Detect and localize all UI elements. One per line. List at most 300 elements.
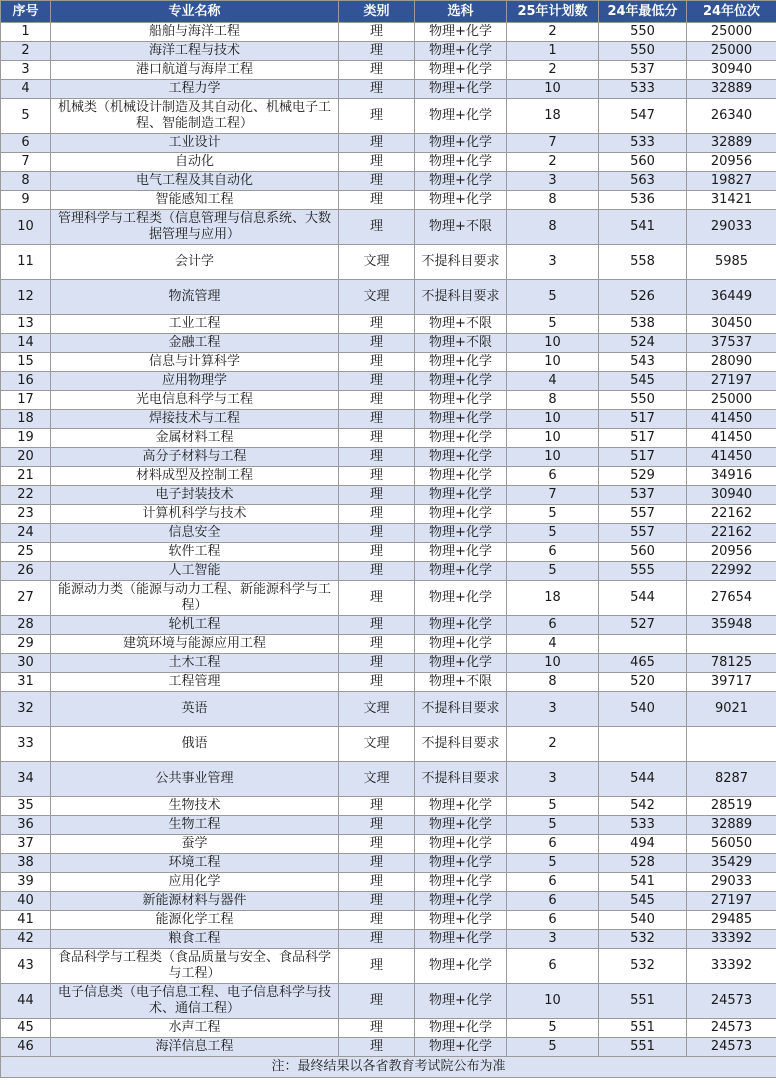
table-row	[1, 42, 776, 61]
cell-plan: 6	[507, 467, 599, 486]
cell-major-name: 建筑环境与能源应用工程	[51, 635, 339, 654]
cell-major-name: 管理科学与工程类（信息管理与信息系统、大数据管理与应用）	[51, 210, 339, 245]
cell-no: 4	[1, 80, 51, 99]
cell-rank: 30450	[687, 315, 776, 334]
cell-plan: 10	[507, 984, 599, 1019]
cell-major-name: 光电信息科学与工程	[51, 391, 339, 410]
cell-rank: 30940	[687, 61, 776, 80]
cell-rank: 34916	[687, 467, 776, 486]
table-row	[1, 911, 776, 930]
cell-no: 32	[1, 692, 51, 727]
cell-subjects: 物理+不限	[415, 315, 507, 334]
cell-major-name: 软件工程	[51, 543, 339, 562]
cell-no: 36	[1, 816, 51, 835]
cell-rank: 24573	[687, 984, 776, 1019]
cell-min-score: 551	[599, 984, 687, 1019]
cell-min-score: 517	[599, 410, 687, 429]
cell-subjects: 物理+化学	[415, 797, 507, 816]
cell-no: 20	[1, 448, 51, 467]
cell-subjects: 物理+化学	[415, 42, 507, 61]
cell-no: 35	[1, 797, 51, 816]
cell-no: 38	[1, 854, 51, 873]
cell-subjects: 不提科目要求	[415, 727, 507, 762]
cell-subjects: 物理+化学	[415, 391, 507, 410]
cell-category: 理	[339, 1019, 415, 1038]
table-row	[1, 762, 776, 797]
cell-rank: 32889	[687, 80, 776, 99]
cell-plan: 8	[507, 210, 599, 245]
cell-min-score	[599, 635, 687, 654]
cell-min-score: 557	[599, 505, 687, 524]
cell-major-name: 工业工程	[51, 315, 339, 334]
cell-major-name: 生物工程	[51, 816, 339, 835]
cell-no: 9	[1, 191, 51, 210]
table-row	[1, 210, 776, 245]
cell-plan: 10	[507, 80, 599, 99]
cell-major-name: 粮食工程	[51, 930, 339, 949]
cell-major-name: 船舶与海洋工程	[51, 23, 339, 42]
cell-category: 理	[339, 315, 415, 334]
cell-category: 理	[339, 80, 415, 99]
cell-rank: 27197	[687, 372, 776, 391]
cell-no: 29	[1, 635, 51, 654]
cell-category: 理	[339, 391, 415, 410]
cell-major-name: 俄语	[51, 727, 339, 762]
cell-subjects: 不提科目要求	[415, 762, 507, 797]
cell-category: 理	[339, 673, 415, 692]
cell-subjects: 物理+化学	[415, 153, 507, 172]
cell-rank: 41450	[687, 429, 776, 448]
table-body	[1, 23, 776, 1057]
cell-major-name: 机械类（机械设计制造及其自动化、机械电子工程、智能制造工程）	[51, 99, 339, 134]
cell-subjects: 物理+不限	[415, 673, 507, 692]
header-rank-2024: 24年位次	[687, 1, 776, 23]
cell-major-name: 海洋信息工程	[51, 1038, 339, 1057]
table-row	[1, 391, 776, 410]
cell-rank	[687, 635, 776, 654]
cell-category: 理	[339, 581, 415, 616]
cell-category: 理	[339, 99, 415, 134]
table-row	[1, 635, 776, 654]
cell-plan: 10	[507, 429, 599, 448]
cell-plan: 2	[507, 727, 599, 762]
cell-major-name: 能源化学工程	[51, 911, 339, 930]
cell-category: 理	[339, 524, 415, 543]
cell-category: 理	[339, 372, 415, 391]
cell-plan: 3	[507, 692, 599, 727]
table-row	[1, 429, 776, 448]
cell-min-score: 543	[599, 353, 687, 372]
cell-min-score: 557	[599, 524, 687, 543]
cell-category: 理	[339, 892, 415, 911]
cell-no: 27	[1, 581, 51, 616]
cell-rank: 8287	[687, 762, 776, 797]
cell-plan: 3	[507, 930, 599, 949]
cell-min-score: 547	[599, 99, 687, 134]
cell-min-score: 524	[599, 334, 687, 353]
cell-no: 46	[1, 1038, 51, 1057]
cell-plan: 7	[507, 134, 599, 153]
table-row	[1, 1019, 776, 1038]
table-row	[1, 984, 776, 1019]
cell-major-name: 能源动力类（能源与动力工程、新能源科学与工程）	[51, 581, 339, 616]
cell-category: 文理	[339, 692, 415, 727]
cell-rank: 20956	[687, 153, 776, 172]
cell-min-score: 560	[599, 153, 687, 172]
cell-subjects: 物理+化学	[415, 654, 507, 673]
cell-major-name: 人工智能	[51, 562, 339, 581]
table-row	[1, 191, 776, 210]
cell-min-score: 517	[599, 429, 687, 448]
table-row	[1, 1038, 776, 1057]
cell-min-score: 563	[599, 172, 687, 191]
cell-min-score: 538	[599, 315, 687, 334]
cell-no: 8	[1, 172, 51, 191]
cell-rank: 25000	[687, 23, 776, 42]
cell-major-name: 土木工程	[51, 654, 339, 673]
cell-plan: 5	[507, 562, 599, 581]
cell-plan: 10	[507, 410, 599, 429]
cell-plan: 5	[507, 315, 599, 334]
cell-subjects: 物理+化学	[415, 505, 507, 524]
table-row	[1, 61, 776, 80]
footer-note: 注：最终结果以各省教育考试院公布为准	[1, 1057, 776, 1078]
cell-plan: 4	[507, 635, 599, 654]
cell-plan: 6	[507, 835, 599, 854]
cell-plan: 8	[507, 673, 599, 692]
cell-rank: 20956	[687, 543, 776, 562]
cell-subjects: 物理+化学	[415, 429, 507, 448]
cell-subjects: 物理+化学	[415, 635, 507, 654]
cell-subjects: 物理+化学	[415, 61, 507, 80]
cell-category: 理	[339, 448, 415, 467]
table-row	[1, 892, 776, 911]
cell-rank: 22992	[687, 562, 776, 581]
cell-major-name: 应用化学	[51, 873, 339, 892]
cell-major-name: 物流管理	[51, 280, 339, 315]
cell-no: 31	[1, 673, 51, 692]
cell-plan: 2	[507, 61, 599, 80]
table-row	[1, 448, 776, 467]
table-row	[1, 673, 776, 692]
cell-no: 12	[1, 280, 51, 315]
cell-plan: 6	[507, 616, 599, 635]
cell-rank: 41450	[687, 448, 776, 467]
table-row	[1, 153, 776, 172]
table-row	[1, 467, 776, 486]
table-row	[1, 245, 776, 280]
cell-min-score: 551	[599, 1019, 687, 1038]
cell-rank: 26340	[687, 99, 776, 134]
cell-plan: 18	[507, 581, 599, 616]
table-row	[1, 334, 776, 353]
cell-category: 理	[339, 635, 415, 654]
cell-min-score: 526	[599, 280, 687, 315]
cell-min-score: 550	[599, 23, 687, 42]
cell-category: 理	[339, 23, 415, 42]
cell-major-name: 电子信息类（电子信息工程、电子信息科学与技术、通信工程）	[51, 984, 339, 1019]
cell-category: 理	[339, 486, 415, 505]
cell-subjects: 不提科目要求	[415, 692, 507, 727]
cell-category: 文理	[339, 762, 415, 797]
cell-subjects: 物理+化学	[415, 854, 507, 873]
cell-rank: 28090	[687, 353, 776, 372]
table-footer	[1, 1057, 776, 1078]
cell-subjects: 物理+化学	[415, 172, 507, 191]
cell-min-score: 558	[599, 245, 687, 280]
header-subjects: 选科	[415, 1, 507, 23]
cell-no: 11	[1, 245, 51, 280]
table-row	[1, 562, 776, 581]
cell-category: 理	[339, 835, 415, 854]
cell-no: 14	[1, 334, 51, 353]
cell-subjects: 不提科目要求	[415, 280, 507, 315]
cell-category: 理	[339, 797, 415, 816]
cell-subjects: 物理+化学	[415, 1038, 507, 1057]
cell-rank: 19827	[687, 172, 776, 191]
cell-rank: 24573	[687, 1019, 776, 1038]
cell-plan: 6	[507, 949, 599, 984]
cell-rank: 27654	[687, 581, 776, 616]
table-row	[1, 616, 776, 635]
cell-major-name: 自动化	[51, 153, 339, 172]
cell-category: 理	[339, 654, 415, 673]
cell-major-name: 生物技术	[51, 797, 339, 816]
cell-plan: 4	[507, 372, 599, 391]
cell-subjects: 物理+化学	[415, 410, 507, 429]
table-row	[1, 315, 776, 334]
cell-plan: 7	[507, 486, 599, 505]
cell-rank: 35948	[687, 616, 776, 635]
cell-min-score: 520	[599, 673, 687, 692]
table-row	[1, 873, 776, 892]
cell-min-score: 529	[599, 467, 687, 486]
table-row	[1, 692, 776, 727]
table-row	[1, 949, 776, 984]
cell-min-score: 560	[599, 543, 687, 562]
cell-plan: 3	[507, 172, 599, 191]
cell-no: 1	[1, 23, 51, 42]
cell-category: 文理	[339, 727, 415, 762]
cell-min-score: 540	[599, 911, 687, 930]
cell-plan: 2	[507, 153, 599, 172]
cell-category: 理	[339, 410, 415, 429]
cell-plan: 5	[507, 1019, 599, 1038]
cell-no: 18	[1, 410, 51, 429]
table-row	[1, 816, 776, 835]
cell-major-name: 金融工程	[51, 334, 339, 353]
cell-major-name: 电子封装技术	[51, 486, 339, 505]
cell-min-score: 540	[599, 692, 687, 727]
cell-subjects: 物理+化学	[415, 353, 507, 372]
cell-no: 3	[1, 61, 51, 80]
table-row	[1, 99, 776, 134]
table-row	[1, 486, 776, 505]
table-row	[1, 835, 776, 854]
cell-min-score: 532	[599, 949, 687, 984]
cell-subjects: 物理+化学	[415, 448, 507, 467]
cell-plan: 5	[507, 280, 599, 315]
cell-major-name: 工程管理	[51, 673, 339, 692]
cell-rank: 25000	[687, 42, 776, 61]
cell-category: 理	[339, 1038, 415, 1057]
table-row	[1, 410, 776, 429]
cell-plan: 6	[507, 911, 599, 930]
table-row	[1, 727, 776, 762]
cell-plan: 5	[507, 505, 599, 524]
cell-subjects: 物理+化学	[415, 892, 507, 911]
cell-plan: 3	[507, 245, 599, 280]
cell-min-score: 537	[599, 61, 687, 80]
table-row	[1, 372, 776, 391]
cell-subjects: 物理+化学	[415, 911, 507, 930]
cell-category: 理	[339, 930, 415, 949]
cell-major-name: 信息与计算科学	[51, 353, 339, 372]
cell-no: 24	[1, 524, 51, 543]
cell-min-score: 545	[599, 372, 687, 391]
cell-min-score: 544	[599, 581, 687, 616]
cell-no: 5	[1, 99, 51, 134]
cell-no: 6	[1, 134, 51, 153]
cell-major-name: 海洋工程与技术	[51, 42, 339, 61]
cell-plan: 5	[507, 524, 599, 543]
cell-subjects: 物理+化学	[415, 816, 507, 835]
cell-rank: 29033	[687, 210, 776, 245]
table-row	[1, 505, 776, 524]
cell-category: 理	[339, 911, 415, 930]
cell-major-name: 应用物理学	[51, 372, 339, 391]
header-min-score-2024: 24年最低分	[599, 1, 687, 23]
cell-category: 理	[339, 210, 415, 245]
cell-plan: 18	[507, 99, 599, 134]
cell-major-name: 英语	[51, 692, 339, 727]
cell-plan: 1	[507, 42, 599, 61]
cell-no: 16	[1, 372, 51, 391]
cell-subjects: 物理+化学	[415, 80, 507, 99]
cell-min-score	[599, 727, 687, 762]
cell-no: 44	[1, 984, 51, 1019]
table-row	[1, 524, 776, 543]
cell-no: 39	[1, 873, 51, 892]
cell-rank: 56050	[687, 835, 776, 854]
cell-min-score: 494	[599, 835, 687, 854]
table-row	[1, 280, 776, 315]
cell-major-name: 材料成型及控制工程	[51, 467, 339, 486]
cell-category: 理	[339, 543, 415, 562]
cell-major-name: 电气工程及其自动化	[51, 172, 339, 191]
cell-min-score: 542	[599, 797, 687, 816]
cell-min-score: 533	[599, 816, 687, 835]
cell-no: 28	[1, 616, 51, 635]
cell-rank: 78125	[687, 654, 776, 673]
cell-category: 理	[339, 61, 415, 80]
cell-no: 42	[1, 930, 51, 949]
footer-row	[1, 1057, 776, 1078]
cell-subjects: 物理+化学	[415, 524, 507, 543]
cell-category: 理	[339, 191, 415, 210]
cell-plan: 5	[507, 854, 599, 873]
cell-subjects: 物理+化学	[415, 616, 507, 635]
cell-subjects: 物理+化学	[415, 835, 507, 854]
cell-category: 文理	[339, 280, 415, 315]
cell-no: 33	[1, 727, 51, 762]
header-major-name: 专业名称	[51, 1, 339, 23]
cell-no: 25	[1, 543, 51, 562]
cell-plan: 5	[507, 797, 599, 816]
cell-rank: 25000	[687, 391, 776, 410]
header-category: 类别	[339, 1, 415, 23]
cell-subjects: 物理+化学	[415, 543, 507, 562]
header-no: 序号	[1, 1, 51, 23]
cell-subjects: 物理+化学	[415, 949, 507, 984]
cell-rank: 32889	[687, 816, 776, 835]
cell-rank: 29485	[687, 911, 776, 930]
cell-rank: 29033	[687, 873, 776, 892]
cell-subjects: 物理+不限	[415, 334, 507, 353]
cell-major-name: 港口航道与海岸工程	[51, 61, 339, 80]
cell-min-score: 465	[599, 654, 687, 673]
cell-min-score: 550	[599, 42, 687, 61]
cell-rank: 22162	[687, 524, 776, 543]
cell-major-name: 环境工程	[51, 854, 339, 873]
table-row	[1, 543, 776, 562]
cell-min-score: 533	[599, 134, 687, 153]
table-row	[1, 654, 776, 673]
cell-rank: 35429	[687, 854, 776, 873]
cell-plan: 5	[507, 1038, 599, 1057]
cell-rank: 5985	[687, 245, 776, 280]
cell-major-name: 水声工程	[51, 1019, 339, 1038]
cell-rank: 28519	[687, 797, 776, 816]
cell-no: 19	[1, 429, 51, 448]
cell-no: 2	[1, 42, 51, 61]
cell-plan: 5	[507, 816, 599, 835]
table-row	[1, 134, 776, 153]
cell-subjects: 物理+化学	[415, 930, 507, 949]
cell-min-score: 527	[599, 616, 687, 635]
cell-subjects: 物理+化学	[415, 191, 507, 210]
cell-rank: 27197	[687, 892, 776, 911]
cell-category: 理	[339, 616, 415, 635]
table-row	[1, 172, 776, 191]
cell-no: 37	[1, 835, 51, 854]
cell-plan: 8	[507, 191, 599, 210]
cell-min-score: 544	[599, 762, 687, 797]
cell-no: 30	[1, 654, 51, 673]
cell-no: 41	[1, 911, 51, 930]
cell-rank: 24573	[687, 1038, 776, 1057]
cell-rank: 22162	[687, 505, 776, 524]
cell-major-name: 智能感知工程	[51, 191, 339, 210]
table-row	[1, 854, 776, 873]
table-header	[1, 1, 776, 23]
table-row	[1, 930, 776, 949]
cell-category: 理	[339, 854, 415, 873]
cell-plan: 10	[507, 353, 599, 372]
cell-plan: 8	[507, 391, 599, 410]
table-row	[1, 581, 776, 616]
cell-min-score: 537	[599, 486, 687, 505]
cell-no: 10	[1, 210, 51, 245]
cell-no: 23	[1, 505, 51, 524]
cell-no: 22	[1, 486, 51, 505]
cell-plan: 10	[507, 334, 599, 353]
cell-rank: 33392	[687, 949, 776, 984]
table-row	[1, 23, 776, 42]
cell-category: 理	[339, 562, 415, 581]
cell-subjects: 物理+化学	[415, 134, 507, 153]
cell-rank: 37537	[687, 334, 776, 353]
